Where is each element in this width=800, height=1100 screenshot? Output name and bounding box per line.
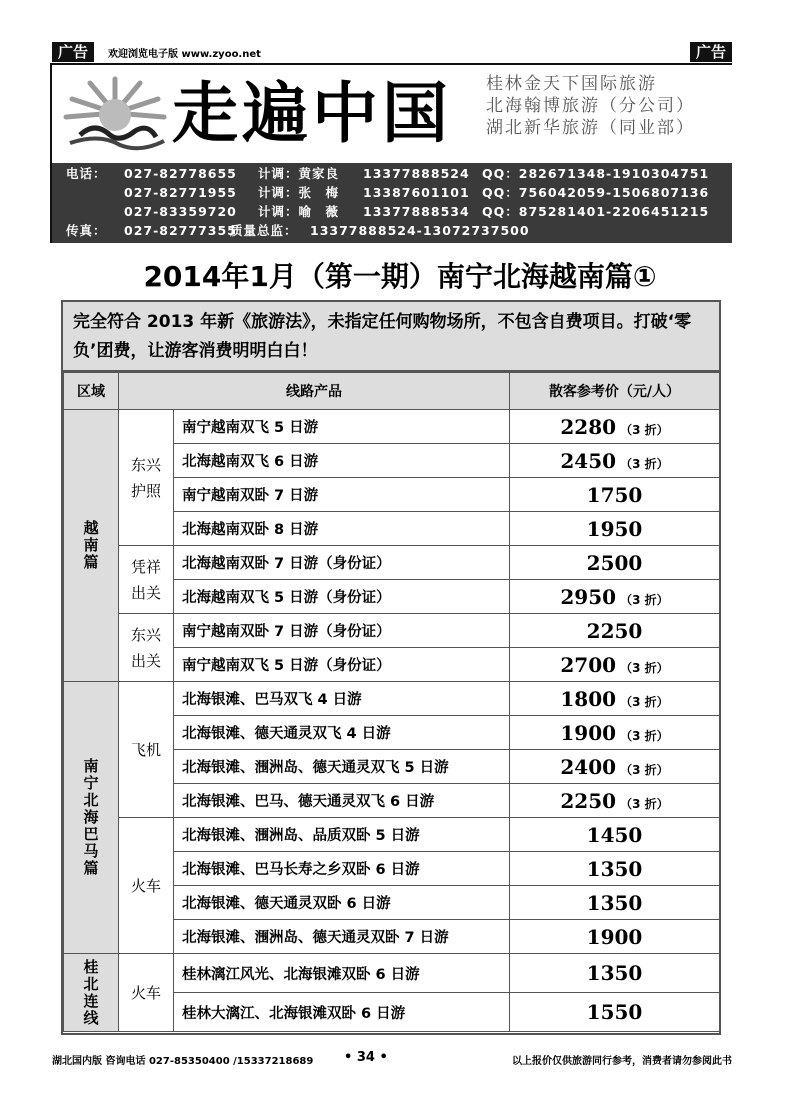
contact-label: 传真： <box>66 223 107 238</box>
page-number: • 34 • <box>344 1050 388 1065</box>
contact-mobile: 13377888524-13072737500 <box>310 223 530 238</box>
price-cell: 1800 （3 折） <box>510 682 720 716</box>
route-cell: 南宁越南双飞 5 日游（身份证） <box>174 648 510 682</box>
subgroup-cell: 东兴出关 <box>119 614 174 682</box>
contact-qq: QQ：756042059-1506807136 <box>482 185 710 200</box>
table-row <box>64 818 720 852</box>
price-cell: 2250 （3 折） <box>510 784 720 818</box>
contact-panel <box>52 163 732 243</box>
route-cell: 南宁越南双卧 7 日游（身份证） <box>174 614 510 648</box>
price-cell: 1950 <box>510 512 720 546</box>
region-cell: 桂北连线 <box>64 954 119 1032</box>
route-cell: 北海银滩、德天通灵双卧 6 日游 <box>174 886 510 920</box>
subgroup-cell: 飞机 <box>119 682 174 818</box>
price-cell: 1750 <box>510 478 720 512</box>
contact-phone: 027-83359720 <box>124 204 237 219</box>
region-cell: 南宁北海巴马篇 <box>64 682 119 954</box>
route-cell: 南宁越南双卧 7 日游 <box>174 478 510 512</box>
price-cell: 1350 <box>510 852 720 886</box>
price-table <box>63 372 720 1032</box>
contact-label: 电话： <box>66 166 107 181</box>
contact-role: 计调：喻 薇 <box>258 204 340 219</box>
route-cell: 桂林大漓江、北海银滩双卧 6 日游 <box>174 993 510 1032</box>
contact-phone: 027-82778655 <box>124 166 237 181</box>
price-cell: 1550 <box>510 993 720 1032</box>
price-cell: 2400 （3 折） <box>510 750 720 784</box>
route-cell: 南宁越南双飞 5 日游 <box>174 410 510 444</box>
ad-label-right: 广告 <box>690 42 732 62</box>
contact-phone: 027-82777355 <box>124 223 237 238</box>
route-cell: 北海银滩、涠洲岛、德天通灵双飞 5 日游 <box>174 750 510 784</box>
subgroup-cell: 东兴护照 <box>119 410 174 546</box>
ad-label-left: 广告 <box>52 42 94 62</box>
contact-qq: QQ：282671348-1910304751 <box>482 166 710 181</box>
route-cell: 北海银滩、涠洲岛、德天通灵双卧 7 日游 <box>174 920 510 954</box>
header-price: 散客参考价（元/人） <box>510 373 720 410</box>
price-cell: 2950 （3 折） <box>510 580 720 614</box>
footer-contact: 湖北国内版 咨询电话 027-85350400 /15337218689 <box>52 1056 314 1067</box>
page-title: 2014年1月（第一期）南宁北海越南篇① <box>143 260 657 293</box>
price-cell: 2280 （3 折） <box>510 410 720 444</box>
brand-title: 走遍中国 <box>172 74 452 152</box>
contact-qq: QQ：875281401-2206451215 <box>482 204 710 219</box>
route-cell: 北海银滩、巴马、德天通灵双飞 6 日游 <box>174 784 510 818</box>
price-cell: 1350 <box>510 886 720 920</box>
header-product: 线路产品 <box>119 373 510 410</box>
price-cell: 2700 （3 折） <box>510 648 720 682</box>
header-region: 区域 <box>64 373 119 410</box>
price-cell: 1900 （3 折） <box>510 716 720 750</box>
footer-disclaimer: 以上报价仅供旅游同行参考，消费者请勿参阅此书 <box>512 1056 732 1067</box>
price-cell: 1350 <box>510 954 720 993</box>
subgroup-cell: 火车 <box>119 818 174 954</box>
table-row <box>64 410 720 444</box>
contact-role: 质量总监： <box>230 223 298 238</box>
agency-name: 湖北新华旅游（同业部） <box>486 118 695 138</box>
logo-area <box>52 65 732 163</box>
contact-phone: 027-82771955 <box>124 185 237 200</box>
table-row <box>64 546 720 580</box>
route-cell: 北海银滩、涠洲岛、品质双卧 5 日游 <box>174 818 510 852</box>
price-cell: 1900 <box>510 920 720 954</box>
table-header-row <box>64 373 720 410</box>
price-cell: 2250 <box>510 614 720 648</box>
table-row <box>64 614 720 648</box>
agency-list <box>486 73 718 139</box>
route-cell: 北海越南双卧 8 日游 <box>174 512 510 546</box>
notice-text: 完全符合 2013 年新《旅游法》，未指定任何购物场所，不包含自费项目。打破‘零负’团费，让游客消费明明白白！ <box>63 302 719 372</box>
subgroup-cell: 凭祥出关 <box>119 546 174 614</box>
region-cell: 越南篇 <box>64 410 119 682</box>
price-cell: 1450 <box>510 818 720 852</box>
contact-role: 计调：张 梅 <box>258 185 340 200</box>
contact-mobile: 13377888534 <box>363 204 470 219</box>
subgroup-cell: 火车 <box>119 954 174 1032</box>
table-row <box>64 954 720 993</box>
route-cell: 北海越南双飞 6 日游 <box>174 444 510 478</box>
price-table-box <box>61 300 721 1035</box>
route-cell: 北海越南双卧 7 日游（身份证） <box>174 546 510 580</box>
agency-name: 北海翰博旅游（分公司） <box>486 96 695 116</box>
contact-role: 计调：黄家良 <box>258 166 340 181</box>
route-cell: 北海银滩、巴马长寿之乡双卧 6 日游 <box>174 852 510 886</box>
route-cell: 北海银滩、德天通灵双飞 4 日游 <box>174 716 510 750</box>
ad-banner <box>50 63 732 243</box>
price-cell: 2500 <box>510 546 720 580</box>
table-row <box>64 682 720 716</box>
route-cell: 北海银滩、巴马双飞 4 日游 <box>174 682 510 716</box>
agency-name: 桂林金天下国际旅游 <box>486 74 657 94</box>
route-cell: 北海越南双飞 5 日游（身份证） <box>174 580 510 614</box>
route-cell: 桂林漓江风光、北海银滩双卧 6 日游 <box>174 954 510 993</box>
sun-logo-icon <box>60 73 170 153</box>
site-note: 欢迎浏览电子版 www.zyoo.net <box>108 49 261 60</box>
price-cell: 2450 （3 折） <box>510 444 720 478</box>
contact-mobile: 13377888524 <box>363 166 470 181</box>
contact-mobile: 13387601101 <box>363 185 470 200</box>
